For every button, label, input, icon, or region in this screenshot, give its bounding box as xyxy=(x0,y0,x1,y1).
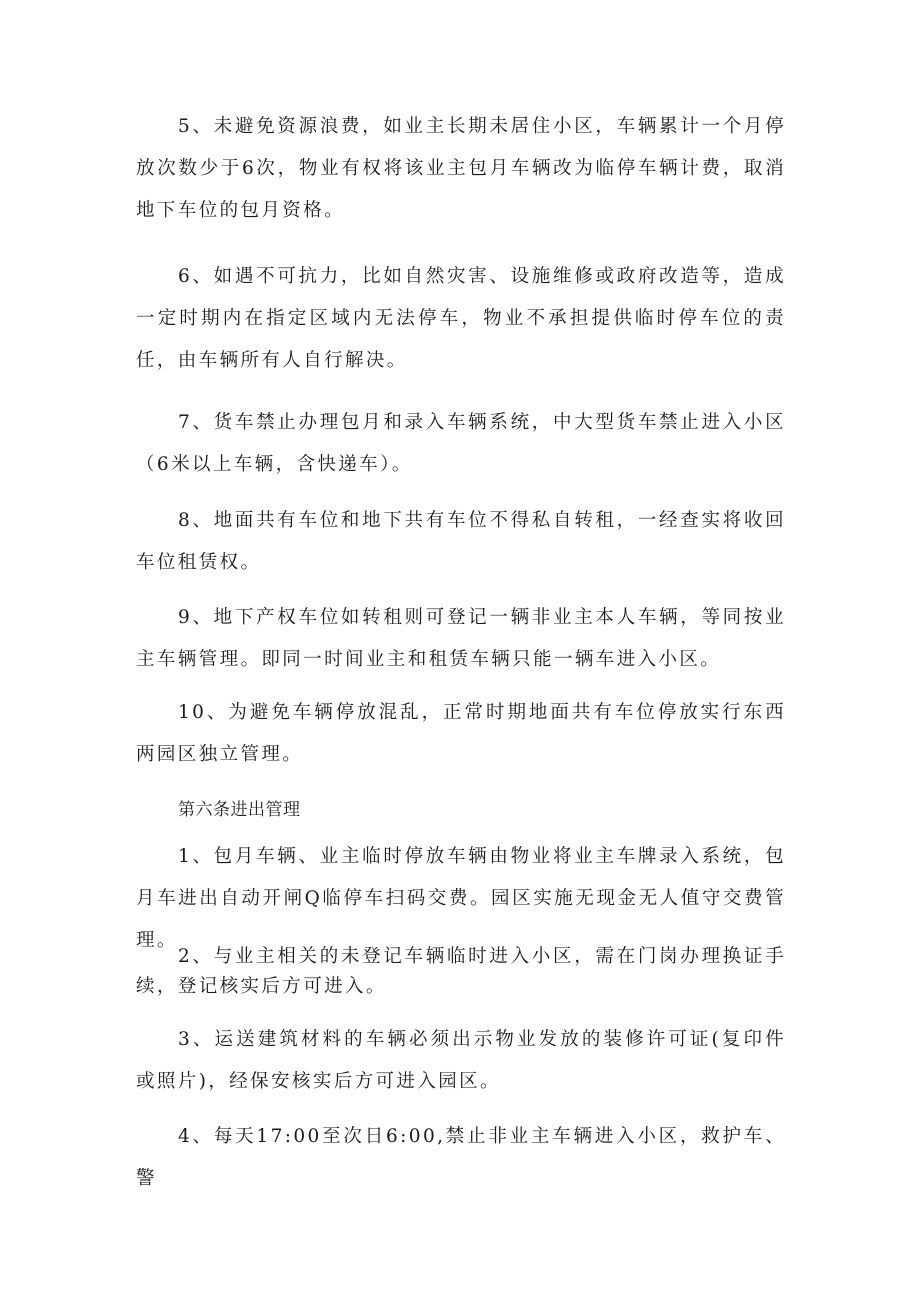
paragraph-item-6: 6、如遇不可抗力，比如自然灾害、设施维修或政府改造等，造成一定时期内在指定区域内无法停车，物业不承担提供临时停车位的责任，由车辆所有人自行解决。 xyxy=(136,266,786,371)
paragraph-item-5: 5、未避免资源浪费，如业主长期未居住小区，车辆累计一个月停放次数少于6次，物业有权将该业主包月车辆改为临停车辆计费，取消地下车位的包月资格。 xyxy=(136,116,786,221)
paragraph-item-9: 9、地下产权车位如转租则可登记一辆非业主本人车辆，等同按业主车辆管理。即同一时间业主和租赁车辆只能一辆车进入小区。 xyxy=(136,607,786,670)
paragraph-item-10: 10、为避免车辆停放混乱，正常时期地面共有车位停放实行东西两园区独立管理。 xyxy=(136,702,786,765)
paragraph-item-7: 7、货车禁止办理包月和录入车辆系统，中大型货车禁止进入小区（6米以上车辆，含快递车）。 xyxy=(136,412,786,475)
section-paragraph-item-4: 4、每天17:00至次日6:00,禁止非业主车辆进入小区，救护车、警 xyxy=(136,1126,786,1189)
section-paragraph-item-3: 3、运送建筑材料的车辆必须出示物业发放的装修许可证(复印件或照片)，经保安核实后方可进入园区。 xyxy=(136,1029,786,1092)
paragraph-item-8: 8、地面共有车位和地下共有车位不得私自转租，一经查实将收回车位租赁权。 xyxy=(136,510,786,573)
section-heading: 第六条进出管理 xyxy=(178,800,301,820)
section-paragraph-item-1: 1、包月车辆、业主临时停放车辆由物业将业主车牌录入系统，包月车进出自动开闸Q临停车扫码交费。园区实施无现金无人值守交费管理。 xyxy=(136,846,786,951)
section-paragraph-item-2: 2、与业主相关的未登记车辆临时进入小区，需在门岗办理换证手续，登记核实后方可进入。 xyxy=(136,946,786,997)
